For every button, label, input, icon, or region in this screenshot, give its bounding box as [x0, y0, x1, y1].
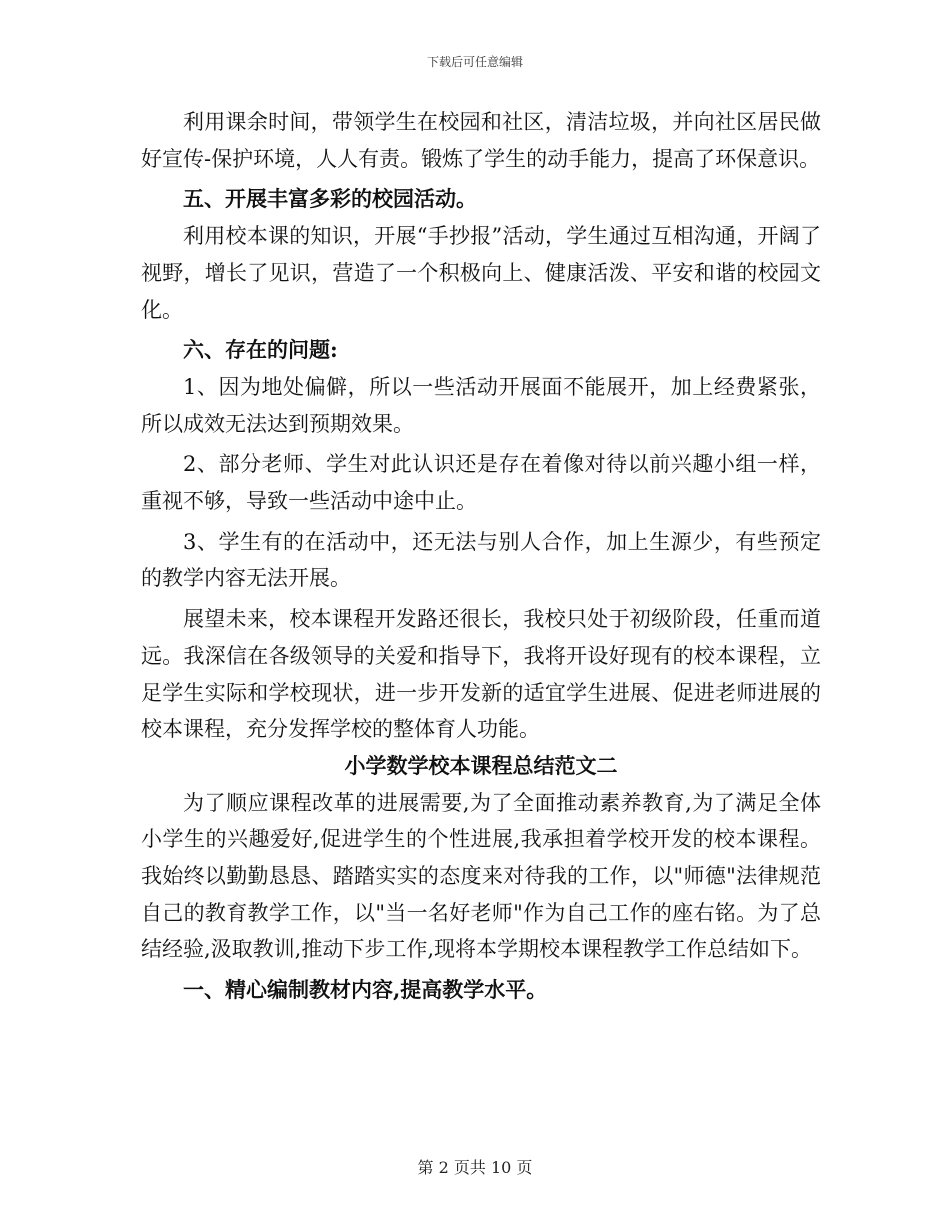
document-body [141, 104, 821, 1009]
article-title-2: 小学数学校本课程总结范文二 [344, 752, 618, 778]
section-heading-6: 六、存在的问题: [183, 337, 338, 363]
paragraph-campus-activities: 利用校本课的知识，开展“手抄报”活动，学生通过互相沟通，开阔了视野，增长了见识，营造了一个积极向上、健康活泼、平安和谐的校园文化。 [141, 224, 821, 322]
paragraph-intro-2: 为了顺应课程改革的进展需要,为了全面推动素养教育,为了满足全体小学生的兴趣爱好,促进学生的个性进展,我承担着学校开发的校本课程。我始终以勤勤恳恳、踏踏实实的态度来对待我的工作，以"师德"法律规范自己的教育教学工作，以"当一名好老师"作为自己工作的座右铭。为了总结经验,汲取教训,推动下步工作,现将本学期校本课程教学工作总结如下。 [141, 790, 821, 962]
section-heading-1: 一、精心编制教材内容,提高教学水平。 [183, 977, 548, 1003]
page-header: 下载后可任意编辑 [426, 55, 523, 69]
paragraph-environment: 利用课余时间，带领学生在校园和社区，清洁垃圾，并向社区居民做好宣传-保护环境，人人有责。锻炼了学生的动手能力，提高了环保意识。 [141, 110, 821, 171]
paragraph-problem-1: 1、因为地处偏僻，所以一些活动开展面不能展开，加上经费紧张，所以成效无法达到预期效果。 [141, 374, 821, 436]
page-footer: 第 2 页共 10 页 [417, 1158, 533, 1177]
paragraph-problem-2: 2、部分老师、学生对此认识还是存在着像对待以前兴趣小组一样，重视不够，导致一些活动中途中止。 [141, 452, 821, 514]
section-heading-5: 五、开展丰富多彩的校园活动。 [183, 186, 477, 212]
paragraph-problem-3: 3、学生有的在活动中，还无法与别人合作，加上生源少，有些预定的教学内容无法开展。 [141, 529, 821, 591]
paragraph-outlook: 展望未来，校本课程开发路还很长，我校只处于初级阶段，任重而道远。我深信在各级领导的关爱和指导下，我将开设好现有的校本课程，立足学生实际和学校现状，进一步开发新的适宜学生进展、促进老师进展的校本课程，充分发挥学校的整体育人功能。 [141, 607, 821, 742]
